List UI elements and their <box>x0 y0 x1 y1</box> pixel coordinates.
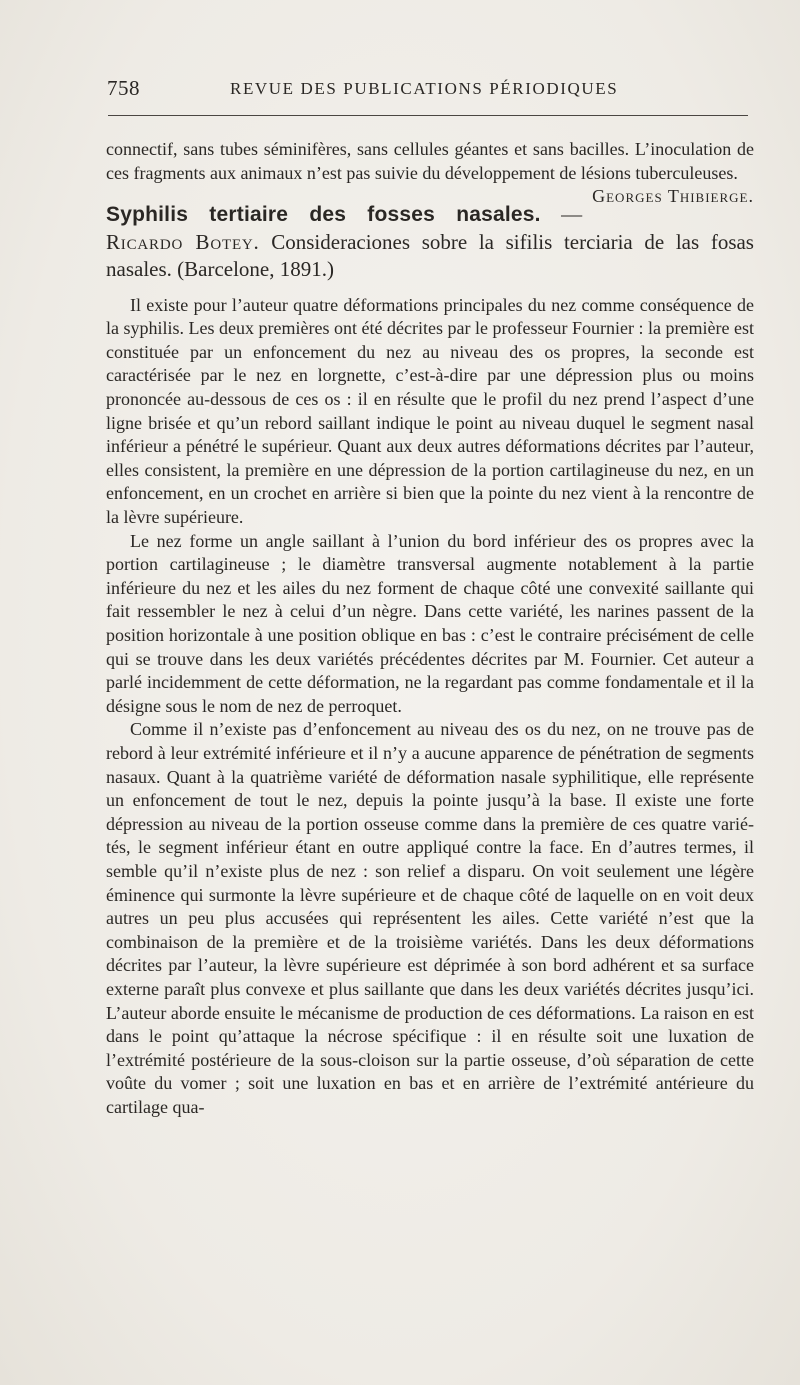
body-paragraph: Il existe pour l’auteur quatre déformations principales du nez comme conséquence de la syphilis. Les deux premières ont été décrites par le professeur Fournier : la première est constituée par un enfoncement du nez au niveau des os propres, la seconde est caractérisée par le nez en lorgnette, c’est-à-dire par une dépression plus ou moins prononcée au-dessous de ces os : il en résulte que le profil du nez prend l’aspect d’une ligne brisée et qu’un rebord saillant indique le point au niveau duquel le segment nasal inférieur a pénétré le supérieur. Quant aux deux autres déformations décrites par l’auteur, elles consistent, la première en une dépression de la portion cartilagineuse du nez, en un enfoncement, en un crochet en arrière si bien que la pointe du nez vient à la rencontre de la lèvre supérieure. <box>106 294 754 528</box>
page-header <box>107 76 747 106</box>
review-signature: Georges Thibierge. <box>592 186 754 207</box>
page-number: 758 <box>107 76 140 100</box>
header-rule <box>108 115 748 116</box>
continued-text: connectif, sans tubes séminifères, sans cellules géantes et sans bacilles. L’inoculation de ces fragments aux animaux n’est pas suivie du développement de lésions tuberculeuses. <box>106 139 754 183</box>
body-paragraph: Le nez forme un angle saillant à l’union du bord inférieur des os propres avec la portion cartilagineuse ; le diamètre transversal augmente notablement à la partie inférieure du nez et les ailes du nez forment de chaque côté une convexité saillante qui fait ressembler le nez à celui d’un nègre. Dans cette variété, les narines passent de la position horizontale à une position oblique en bas : c’est le contraire précisément de celle qui se trouve dans les deux variétés précédentes décrites par M. Fournier. Cet auteur a parlé incidemment de cette déformation, ne la regardant pas comme fondamentale et il la désigne sous le nom de nez de perroquet. <box>106 530 754 716</box>
entry-author: Ricardo Botey. <box>106 229 260 254</box>
running-title: REVUE DES PUBLICATIONS PÉRIODIQUES <box>230 79 619 98</box>
page-content <box>106 138 754 1119</box>
entry-title: Syphilis tertiaire des fosses nasales. <box>106 203 541 227</box>
review-body <box>106 294 754 1120</box>
entry-reference: Consideraciones sobre la sifilis terciaria de las fosas nasales. (Barcelone, 1891.) <box>106 229 754 282</box>
body-paragraph: Comme il n’existe pas d’enfoncement au niveau des os du nez, on ne trouve pas de rebord à leur extrémité inférieure et il n’y a aucune apparence de pénétration de segments nasaux. Quant à la quatrième variété de déformation nasale syphilitique, elle représente un enfoncement de tout le nez, depuis la pointe jusqu’à la base. Il existe une forte dépression au niveau de la portion osseuse comme dans la première de ces quatre variétés, le segment inférieur étant en outre appliqué contre la face. En d’autres termes, il semble qu’il n’existe plus de nez : son relief a disparu. On voit seulement une légère éminence qui surmonte la lèvre supérieure et de chaque côté de laquelle on en voit deux autres un peu plus accusées qui représentent les ailes. Cette variété n’est que la combinaison de la première et de la troisième variétés. Dans les deux déformations décrites par l’auteur, la lèvre supérieure est déprimée à son bord adhérent et sa surface externe paraît plus convexe et plus saillante que dans les deux variétés décrites jusqu’ici. L’auteur aborde ensuite le mécanisme de production de ces déformations. La raison en est dans le point qu’attaque la nécrose spécifique : il en résulte soit une luxation de l’extrémité postérieure de la sous-cloison sur la partie osseuse, d’où séparation de cette voûte du vomer ; soit une luxation en bas et en arrière de l’extrémité antérieure du cartilage qua- <box>106 719 754 1117</box>
review-entry-heading <box>106 201 754 284</box>
continued-paragraph <box>106 138 754 207</box>
entry-separator: — <box>540 202 583 227</box>
